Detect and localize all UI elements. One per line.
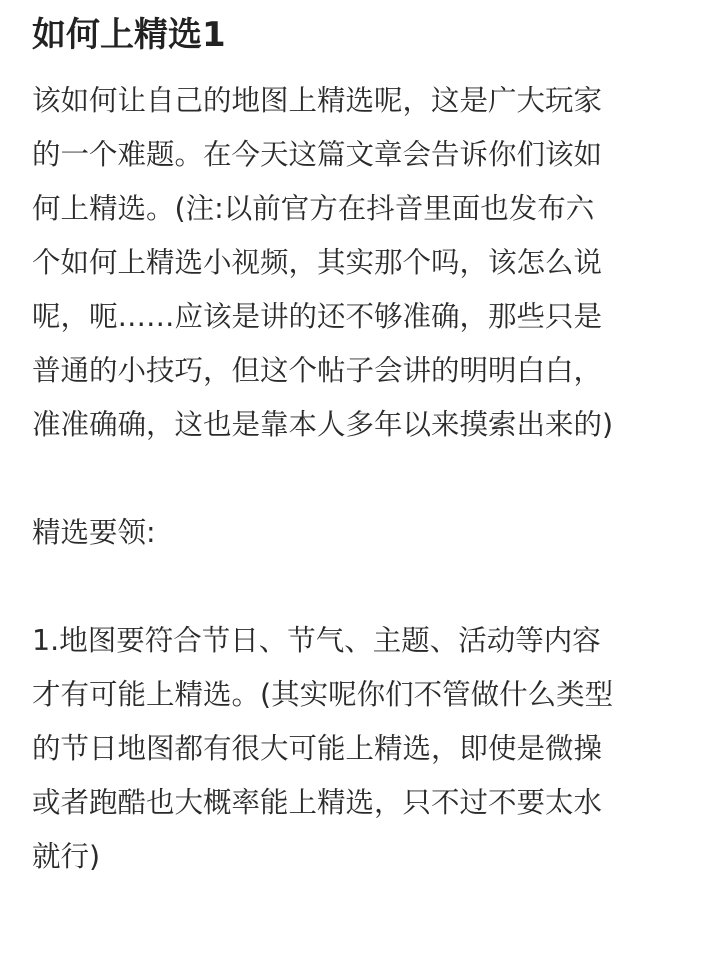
intro-line: 该如何让自己的地图上精选呢，这是广大玩家 [32,84,603,117]
article-title: 如何上精选1 [32,15,226,55]
intro-line: 何上精选。(注:以前官方在抖音里面也发布六 [32,192,595,225]
intro-line: 普通的小技巧，但这个帖子会讲的明明白白， [32,354,603,387]
point-line: 1.地图要符合节日、节气、主题、活动等内容 [32,624,601,657]
intro-line: 个如何上精选小视频，其实那个吗，该怎么说 [32,246,603,279]
point-line: 就行) [32,840,101,873]
section-heading: 精选要领: [32,516,156,549]
article [32,10,696,884]
point-line: 的节日地图都有很大可能上精选，即使是微操 [32,732,603,765]
paragraph-gap [32,452,696,506]
paragraph-gap [32,560,696,614]
point-line: 或者跑酷也大概率能上精选，只不过不要太水 [32,786,603,819]
point-line: 才有可能上精选。(其实呢你们不管做什么类型 [32,678,614,711]
intro-line: 呢，呃……应该是讲的还不够准确，那些只是 [32,300,603,333]
intro-line: 的一个难题。在今天这篇文章会告诉你们该如 [32,138,603,171]
point-1-paragraph [32,614,696,884]
intro-paragraph [32,74,696,452]
intro-line: 准准确确，这也是靠本人多年以来摸索出来的) [32,408,614,441]
section-heading-block [32,506,696,560]
